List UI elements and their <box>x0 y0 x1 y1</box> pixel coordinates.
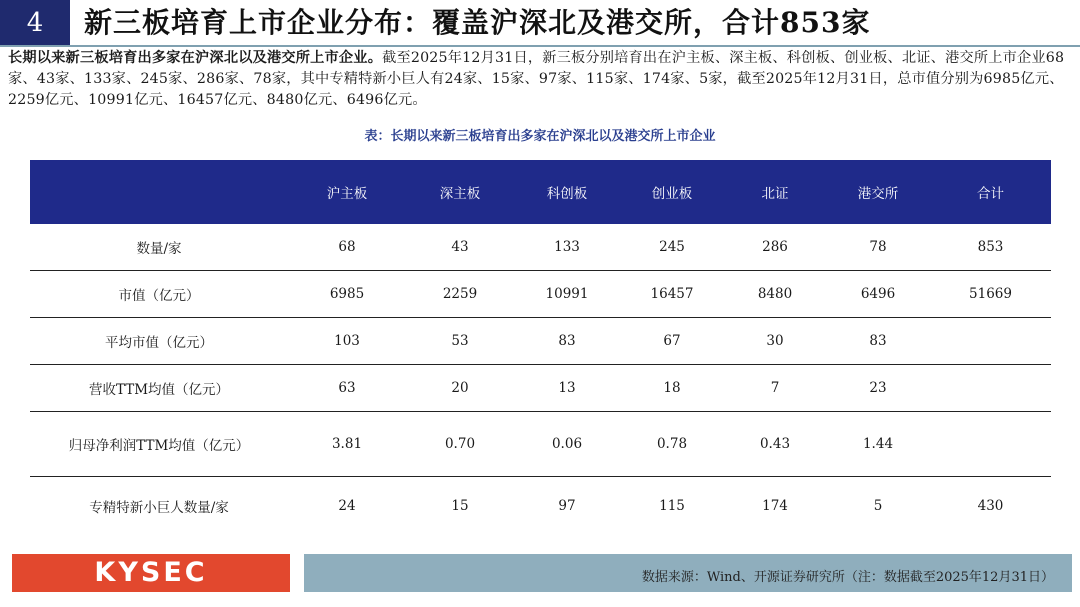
column-header: 港交所 <box>826 160 930 224</box>
table-cell: 97 <box>558 498 576 514</box>
intro-lead: 长期以来新三板培育出多家在沪深北以及港交所上市企业。 <box>8 50 383 66</box>
column-header: 合计 <box>930 160 1051 224</box>
table-cell: 43 <box>406 224 514 271</box>
table-cell <box>930 318 1051 365</box>
table-cell: 13 <box>514 365 620 412</box>
table-cell <box>930 412 1051 477</box>
table-cell: 16457 <box>620 271 724 318</box>
column-header: 科创板 <box>514 160 620 224</box>
column-header: 创业板 <box>620 160 724 224</box>
data-source-note: 数据来源：Wind、开源证券研究所（注：数据截至2025年12月31日） <box>641 570 1054 585</box>
table-cell: 51669 <box>930 271 1051 318</box>
table-cell: 68 <box>288 224 406 271</box>
table-cell: 23 <box>826 365 930 412</box>
table-cell: 5 <box>873 498 883 514</box>
table-cell: 430 <box>977 498 1004 514</box>
table-cell: 1.44 <box>826 412 930 477</box>
table-cell: 6496 <box>826 271 930 318</box>
column-header <box>30 160 288 224</box>
table-caption: 表：长期以来新三板培育出多家在沪深北以及港交所上市企业 <box>364 129 716 144</box>
table-row <box>30 412 1051 477</box>
table-cell: 78 <box>826 224 930 271</box>
table-cell: 853 <box>930 224 1051 271</box>
table-cell: 8480 <box>724 271 826 318</box>
slide-header <box>0 0 1080 46</box>
table-cell: 0.06 <box>514 412 620 477</box>
row-label: 归母净利润TTM均值（亿元） <box>30 412 288 477</box>
table-cell: 67 <box>620 318 724 365</box>
row-label: 平均市值（亿元） <box>30 318 288 365</box>
row-label: 市值（亿元） <box>30 271 288 318</box>
row-label: 数量/家 <box>30 224 288 271</box>
row-label: 营收TTM均值（亿元） <box>30 365 288 412</box>
listed-companies-table <box>30 160 1051 535</box>
row-label: 专精特新小巨人数量/家 <box>89 500 229 516</box>
slide-title: 新三板培育上市企业分布：覆盖沪深北及港交所，合计853家 <box>84 6 871 39</box>
column-header: 沪主板 <box>288 160 406 224</box>
table-cell: 245 <box>620 224 724 271</box>
table-cell: 174 <box>762 498 788 514</box>
table-cell: 0.78 <box>620 412 724 477</box>
column-header: 北证 <box>724 160 826 224</box>
intro-body: 截至2025年12月31日，新三板分别培育出在沪主板、深主板、科创板、创业板、北证、港交所上市企业68家、43家、133家、245家、286家、78家，其中专精特新小巨人有24家、15家、97家、115家、174家、5家，截至2025年12月31日，总市值分别为6985亿元、2259亿元、10991亿元、16457亿元、8480亿元、6496亿元。 <box>8 50 1065 108</box>
table-cell: 30 <box>724 318 826 365</box>
table-cell: 83 <box>826 318 930 365</box>
table-row <box>30 477 1051 536</box>
section-number: 4 <box>0 0 70 46</box>
table-row <box>30 271 1051 318</box>
table-cell: 0.70 <box>406 412 514 477</box>
table-cell <box>930 365 1051 412</box>
table-cell: 2259 <box>406 271 514 318</box>
table-cell: 3.81 <box>288 412 406 477</box>
table-cell: 20 <box>406 365 514 412</box>
header-divider <box>0 45 1080 47</box>
intro-paragraph <box>8 48 1074 111</box>
table-cell: 115 <box>659 498 685 514</box>
table-cell: 15 <box>451 498 469 514</box>
table-row <box>30 318 1051 365</box>
source-bar <box>304 554 1072 592</box>
kysec-logo <box>12 554 290 592</box>
table-cell: 286 <box>724 224 826 271</box>
table-row <box>30 224 1051 271</box>
table-cell: 24 <box>338 498 356 514</box>
table-cell: 6985 <box>288 271 406 318</box>
table-cell: 7 <box>724 365 826 412</box>
table-cell: 63 <box>288 365 406 412</box>
table-cell: 0.43 <box>724 412 826 477</box>
table-header-row <box>30 160 1051 224</box>
slide-footer <box>0 554 1080 592</box>
logo-text: KYSEC <box>94 557 208 588</box>
table-cell: 18 <box>620 365 724 412</box>
table-cell: 103 <box>288 318 406 365</box>
column-header: 深主板 <box>406 160 514 224</box>
table-cell: 133 <box>514 224 620 271</box>
table-row <box>30 365 1051 412</box>
table-cell: 53 <box>406 318 514 365</box>
table-cell: 10991 <box>514 271 620 318</box>
table-cell: 83 <box>514 318 620 365</box>
